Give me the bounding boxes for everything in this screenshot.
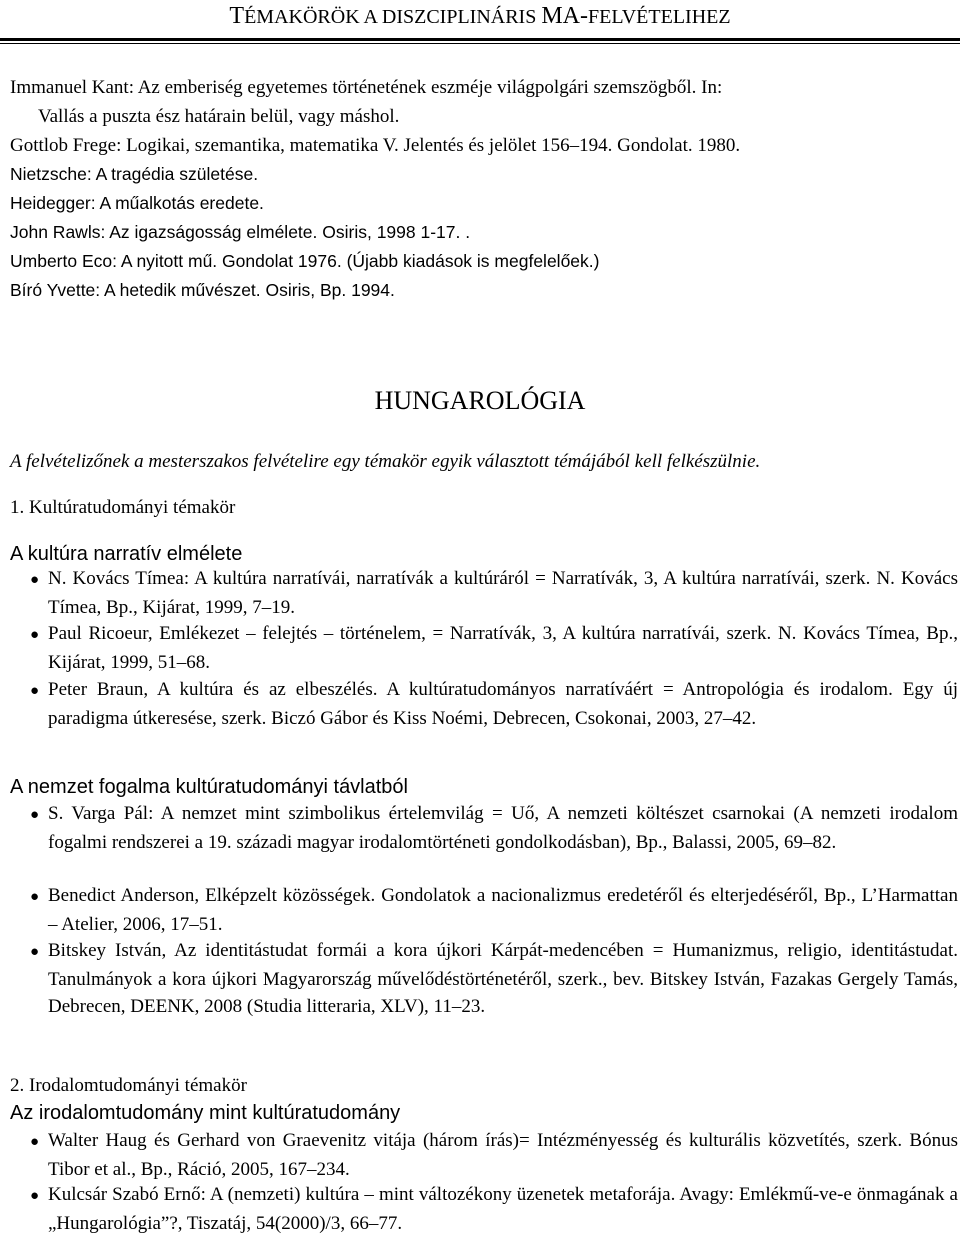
topic-heading: 1. Kultúratudományi témakör (10, 497, 236, 518)
entry-text: Walter Haug és Gerhard von Graevenitz vitája (három írás)= Intézményesség és kulturális közvetítés, szerk. Bónus Tibor et al., Bp., Ráció, 2005, 167–234. (48, 1130, 958, 1181)
bullet-icon: ● (30, 1188, 40, 1204)
reading-entry (30, 620, 958, 676)
reading-entry (30, 676, 958, 732)
intro-text: A felvételizőnek a mesterszakos felvételire egy témakör egyik választott témájából kell felkészülnie. (10, 451, 761, 472)
bullet-icon: ● (30, 683, 40, 699)
title-part: - (580, 3, 588, 29)
title-rule (0, 43, 960, 44)
title-part: MA (541, 3, 580, 29)
bullet-icon: ● (30, 627, 40, 643)
bibliography-item: Bíró Yvette: A hetedik művészet. Osiris, Bp. 1994. (10, 280, 395, 300)
entry-text: Benedict Anderson, Elképzelt közösségek. Gondolatok a nacionalizmus eredetéről és elterjedéséről, Bp., L’Harmattan – Atelier, 2006, 17–51. (48, 885, 958, 936)
section-heading: HUNGAROLÓGIA (374, 386, 586, 415)
bibliography-item: Umberto Eco: A nyitott mű. Gondolat 1976. (Újabb kiadások is megfelelőek.) (10, 251, 600, 271)
reading-entry (30, 937, 958, 1021)
bibliography-item: Nietzsche: A tragédia születése. (10, 164, 259, 184)
subheading: Az irodalomtudomány mint kultúratudomány (10, 1102, 401, 1124)
entry-text: N. Kovács Tímea: A kultúra narratívái, narratívák a kultúráról = Narratívák, 3, A kultúra narratívái, szerk. N. Kovács Tímea, Bp., Kijárat, 1999, 7–19. (48, 568, 958, 619)
title-rule (0, 38, 960, 41)
title-part: T (229, 3, 245, 29)
bullet-icon: ● (30, 807, 40, 823)
bibliography-item: Vallás a puszta ész határain belül, vagy máshol. (38, 106, 400, 127)
title-part: FELVÉTELIHEZ (588, 6, 731, 28)
reading-entry (30, 1127, 958, 1183)
page-title (0, 0, 960, 32)
entry-text: Kulcsár Szabó Ernő: A (nemzeti) kultúra – mint változékony üzenetek metaforája. Avagy: Emlékmű-ve-e önmagának a „Hungarológia”?, Tiszatáj, 54(2000)/3, 66–77. (48, 1184, 958, 1235)
reading-entry (30, 882, 958, 938)
reading-entry (30, 800, 958, 856)
bibliography-list (10, 73, 950, 305)
bibliography-item: Heidegger: A műalkotás eredete. (10, 193, 264, 213)
entry-text: Peter Braun, A kultúra és az elbeszélés. A kultúratudományos narratíváért = Antropológia és irodalom. Egy új paradigma útkeresése, szerk. Biczó Gábor és Kiss Noémi, Debrecen, Csokonai, 2003, 27–42. (48, 679, 958, 730)
reading-entry (30, 565, 958, 621)
bullet-icon: ● (30, 944, 40, 960)
entry-text: S. Varga Pál: A nemzet mint szimbolikus értelemvilág = Uő, A nemzeti költészet csarnokai (A nemzeti irodalom fogalmi rendszerei a 19. századi magyar irodalomtörténeti gondolkodásban), Bp., Balassi, 2005, 69–82. (48, 803, 958, 854)
bullet-icon: ● (30, 572, 40, 588)
bibliography-item: Gottlob Frege: Logikai, szemantika, matematika V. Jelentés és jelölet 156–194. Gondolat. 1980. (10, 135, 741, 156)
bibliography-item: Immanuel Kant: Az emberiség egyetemes történetének eszméje világpolgári szemszögből. In: (10, 77, 723, 98)
reading-entry (30, 1181, 958, 1237)
entry-text: Paul Ricoeur, Emlékezet – felejtés – történelem, = Narratívák, 3, A kultúra narratívái, szerk. N. Kovács Tímea, Bp., Kijárat, 1999, 51–68. (48, 623, 958, 674)
bullet-icon: ● (30, 889, 40, 905)
topic-heading: 2. Irodalomtudományi témakör (10, 1075, 247, 1096)
subheading: A kultúra narratív elmélete (10, 543, 243, 565)
entry-text: Bitskey István, Az identitástudat formái a kora újkori Kárpát-medencében = Humanizmus, religio, identitástudat. Tanulmányok a kora újkori Magyarország művelődéstörténetéről, szerk., bev. Bitskey István, Fazakas Gergely Tamás, Debrecen, DEENK, 2008 (Studia litteraria, XLV), 11–23. (48, 940, 958, 1018)
bullet-icon: ● (30, 1134, 40, 1150)
title-part: ÉMAKÖRÖK A DISZCIPLINÁRIS (244, 6, 542, 28)
subheading: A nemzet fogalma kultúratudományi távlatból (10, 776, 408, 798)
bibliography-item: John Rawls: Az igazságosság elmélete. Osiris, 1998 1-17. . (10, 222, 471, 242)
